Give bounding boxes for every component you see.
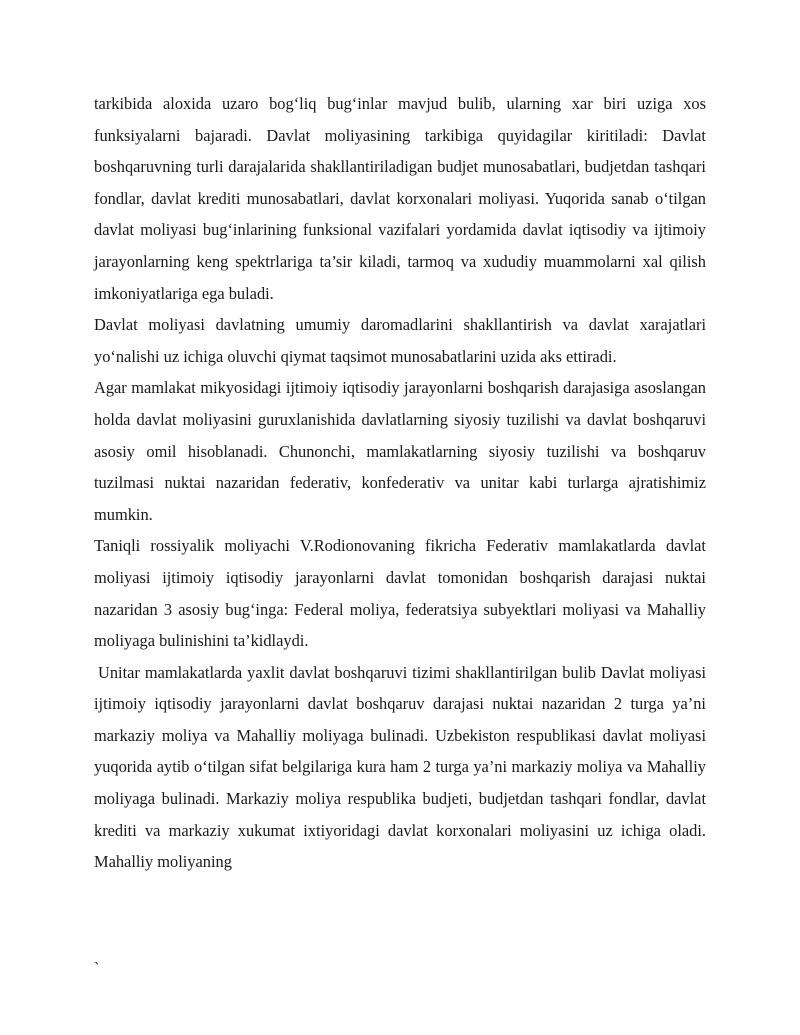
paragraph-4: Taniqli rossiyalik moliyachi V.Rodionovaning fikricha Federativ mamlakatlarda davlat moliyasi ijtimoiy iqtisodiy jarayonlarni davlat tomonidan boshqarish darajasi nuktai nazaridan 3 asosiy bug‘inga: Federal moliya, federatsiya subyektlari moliyasi va Mahalliy moliyaga bulinishini ta’kidlaydi. [94, 536, 706, 651]
paragraph-3: Agar mamlakat mikyosidagi ijtimoiy iqtisodiy jarayonlarni boshqarish darajasiga asoslangan holda davlat moliyasini guruxlanishida davlatlarning siyosiy tuzilishi va davlat boshqaruvi asosiy omil hisoblanadi. Chunonchi, mamlakatlarning siyosiy tuzilishi va boshqaruv tuzilmasi nuktai nazaridan federativ, konfederativ va unitar kabi turlarga ajratishimiz mumkin. [94, 378, 706, 524]
paragraph-5: Unitar mamlakatlarda yaxlit davlat boshqaruvi tizimi shakllantirilgan bulib Davlat moliyasi ijtimoiy iqtisodiy jarayonlarni davlat boshqaruv darajasi nuktai nazaridan 2 turga ya’ni markaziy moliya va Mahalliy moliyaga bulinadi. Uzbekiston respublikasi davlat moliyasi yuqorida aytib o‘tilgan sifat belgilariga kura ham 2 turga ya’ni markaziy moliya va Mahalliy moliyaga bulinadi. Markaziy moliya respublika budjeti, budjetdan tashqari fondlar, davlat krediti va markaziy xukumat ixtiyoridagi davlat korxonalari moliyasini uz ichiga oladi. Mahalliy moliyaning [94, 662, 706, 872]
paragraph-2: Davlat moliyasi davlatning umumiy daromadlarini shakllantirish va davlat xarajatlari yo‘nalishi uz ichiga oluvchi qiymat taqsimot munosabatlarini uzida aks ettiradi. [94, 315, 706, 366]
footer-mark: ` [94, 960, 100, 977]
paragraph-1: tarkibida aloxida uzaro bog‘liq bug‘inlar mavjud bulib, ularning xar biri uziga xos funksiyalarni bajaradi. Davlat moliyasining tarkibiga quyidagilar kiritiladi: Davlat boshqaruvning turli darajalarida shakllantiriladigan budjet munosabatlari, budjetdan tashqari fondlar, davlat krediti munosabatlari, davlat korxonalari moliyasi. Yuqorida sanab o‘tilgan davlat moliyasi bug‘inlarining funksional vazifalari yordamida davlat iqtisodiy va ijtimoiy jarayonlarning keng spektrlariga ta’sir kiladi, tarmoq va xududiy muammolarni xal qilish imkoniyatlariga ega buladi. [94, 94, 706, 303]
document-body [94, 88, 706, 878]
